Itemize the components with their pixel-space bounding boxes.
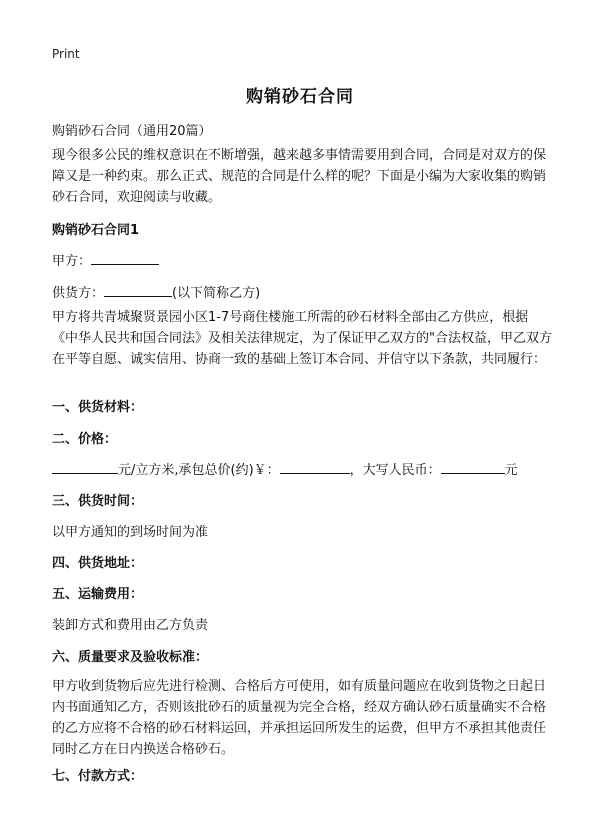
section-heading-6: 六、质量要求及验收标准： (52, 650, 209, 665)
subtitle: 购销砂石合同（通用20篇） (52, 124, 212, 139)
supplier-label: 供货方： (52, 286, 105, 301)
party-a-line (52, 250, 159, 269)
section-heading-4: 四、供货地址： (52, 556, 144, 571)
section-heading-5: 五、运输费用： (52, 587, 144, 602)
preamble-paragraph: 甲方将共青城聚贤景园小区1-7号商住楼施工所需的砂石材料全部由乙方供应，根据《中华人民共和国合同法》及相关法律规定，为了保证甲乙双方的"合法权益，甲乙双方在平等自愿、诚实信用、协商一致的基础上签订本合同、并信守以下条款，共同履行： (52, 310, 552, 367)
section-heading-3: 三、供货时间： (52, 494, 144, 509)
price-per-unit-blank (52, 461, 118, 474)
section-heading-2: 二、价格： (52, 432, 118, 447)
party-a-label: 甲方： (52, 254, 92, 269)
total-price-blank (280, 461, 350, 474)
page-title: 购销砂石合同 (246, 87, 354, 107)
price-line (52, 459, 518, 478)
intro-paragraph: 现今很多公民的维权意识在不断增强，越来越多事情需要用到合同，合同是对双方的保障又是一种约束。那么正式、规范的合同是什么样的呢？下面是小编为大家收集的购销砂石合同，欢迎阅读与收藏。 (52, 148, 547, 205)
price-sep-text: ，大写人民币： (349, 463, 441, 478)
party-a-blank (91, 252, 159, 265)
price-unit-text: 元/立方米,承包总价(约)￥： (118, 463, 280, 478)
supplier-suffix: (以下简称乙方) (172, 286, 261, 301)
price-end-text: 元 (504, 463, 518, 478)
supplier-line (52, 282, 260, 301)
transport-text: 装卸方式和费用由乙方负责 (52, 618, 209, 633)
uppercase-price-blank (441, 461, 505, 474)
section-heading-7: 七、付款方式： (52, 769, 144, 784)
print-link[interactable]: Print (52, 47, 80, 61)
time-text: 以甲方通知的到场时间为准 (52, 525, 209, 540)
section-heading-1: 一、供货材料： (52, 400, 144, 415)
quality-paragraph: 甲方收到货物后应先进行检测、合格后方可使用，如有质量问题应在收到货物之日起日内书面通知乙方，否则该批砂石的质量视为完全合格，经双方确认砂石质量确实不合格的乙方应将不合格的砂石材料运回，并承担运回所发生的运费，但甲方不承担其他责任同时乙方在日内换送合格砂石。 (52, 679, 547, 757)
supplier-blank (104, 284, 172, 297)
contract-heading: 购销砂石合同1 (52, 223, 140, 238)
